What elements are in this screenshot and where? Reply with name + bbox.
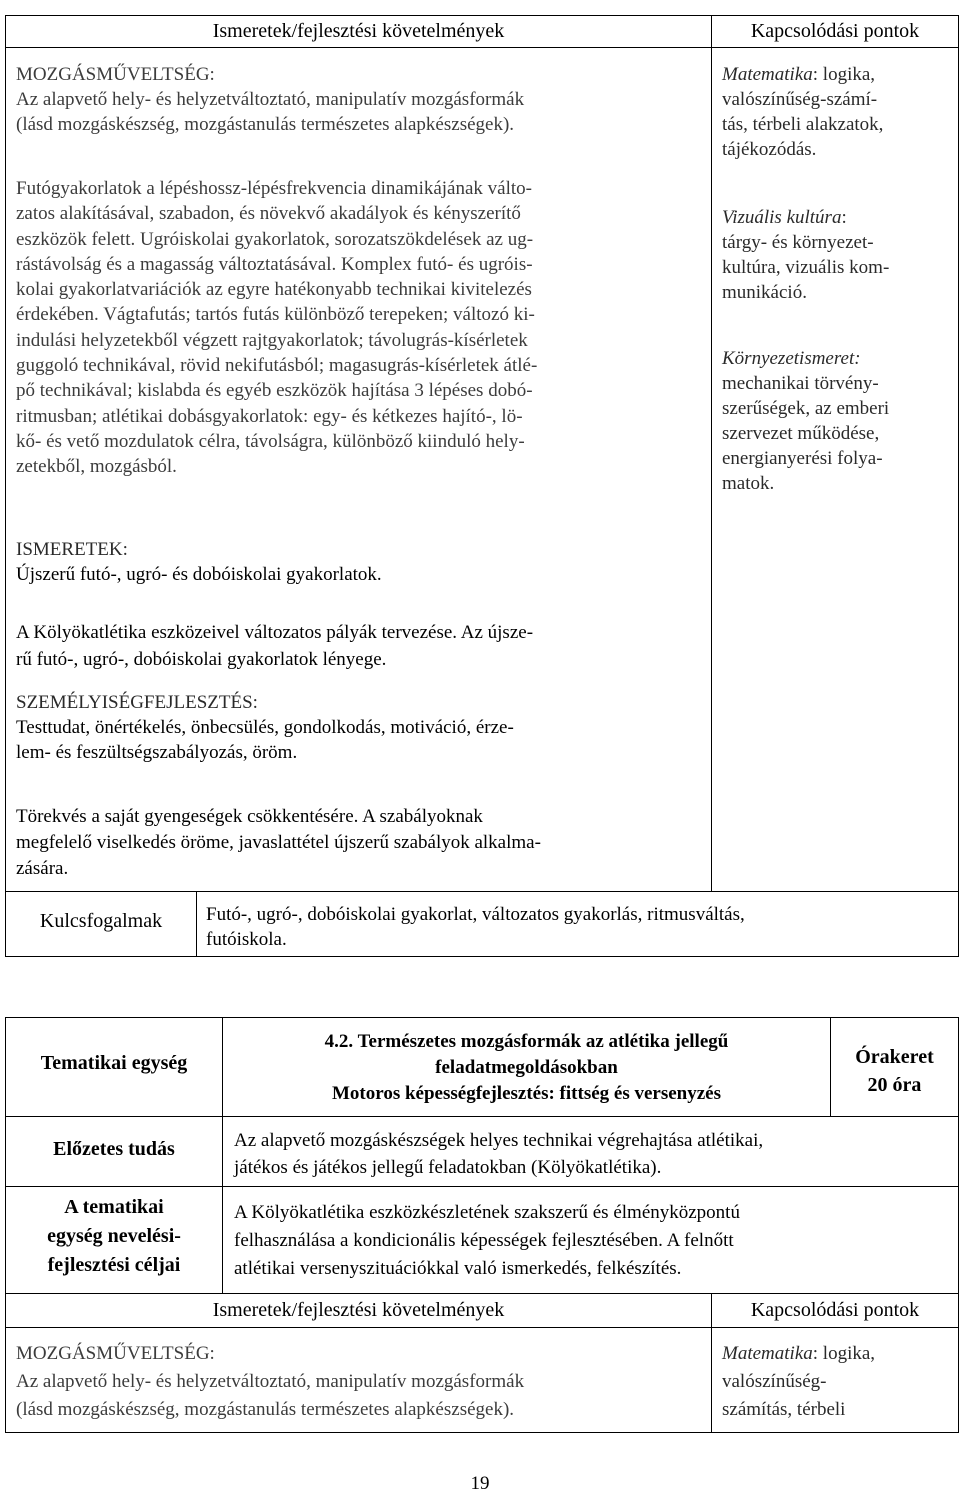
connection-text: matok. (722, 473, 775, 494)
row-divider (5, 1186, 958, 1187)
connection-text: tás, térbeli alakzatok, (722, 114, 884, 135)
orakeret-label: Órakeret (855, 1046, 934, 1068)
kolyokatletika-line: A Kölyökatlétika eszközeivel változatos pályák tervezése. Az újsze- (16, 622, 534, 643)
connection-text: energianyerési folya- (722, 448, 883, 469)
celjai-label-line: egység nevelési- (47, 1225, 181, 1247)
header-divider (5, 47, 958, 48)
connection-vizualis (722, 205, 954, 230)
celjai-line: A Kölyökatlétika eszközkészletének szakszerű és élményközpontú (234, 1202, 740, 1223)
paragraph-line: eszközök felett. Ugróiskolai gyakorlatok, sorozatszökdelések az ug- (16, 228, 534, 250)
mozgas-line: Az alapvető hely- és helyzetváltoztató, manipulatív mozgásformák (16, 89, 525, 110)
ismeretek-title: ISMERETEK: (16, 539, 128, 560)
table-border-left (5, 15, 6, 957)
table-border-top (5, 1017, 958, 1018)
paragraph-line: indulási helyzetekből végzett rajtgyakorlatok; távolugrás-kísérletek (16, 329, 528, 351)
connection-text: munikáció. (722, 282, 807, 303)
elozetes-line: Az alapvető mozgáskészségek helyes technikai végrehajtása atlétikai, (234, 1130, 764, 1151)
unit-subtitle: Motoros képességfejlesztés: fittség és versenyzés (331, 1083, 721, 1104)
celjai-label (6, 1193, 222, 1280)
kulcsfogalmak-line: futóiskola. (206, 929, 287, 950)
mozgas-line: Az alapvető hely- és helyzetváltoztató, manipulatív mozgásformák (16, 1371, 525, 1392)
orakeret-value: 20 óra (867, 1074, 922, 1096)
kornyezetismeret-label: Környezetismeret: (722, 348, 861, 369)
matematika-label: Matematika (722, 64, 813, 85)
column-divider (711, 15, 712, 891)
torekves-line: megfelelő viselkedés öröme, javaslattétel újszerű szabályok alkalma- (16, 832, 541, 853)
elozetes-line: játékos és játékos jellegű feladatokban (Kölyökatlétika). (234, 1157, 662, 1178)
paragraph-line: rástávolság és a magasság változtatásával. Komplex futó- és ugróis- (16, 253, 533, 275)
kulcsfogalmak-label: Kulcsfogalmak (39, 910, 163, 932)
mozgas-line: (lásd mozgáskészség, mozgástanulás természetes alapkészségek). (16, 114, 515, 135)
connection-text: : logika, (812, 1343, 876, 1364)
szemely-line: Testtudat, önértékelés, önbecsülés, gondolkodás, motiváció, érze- (16, 717, 514, 738)
connection-text: : (841, 207, 847, 228)
kulcsfogalmak-line: Futó-, ugró-, dobóiskolai gyakorlat, változatos gyakorlás, ritmusváltás, (206, 904, 745, 925)
header-divider (5, 1327, 958, 1328)
unit-title (223, 1029, 830, 1107)
tematikai-egyseg-label: Tematikai egység (40, 1052, 188, 1074)
torekves-line: zására. (16, 858, 69, 879)
szemelyisegfejlesztes-title: SZEMÉLYISÉGFEJLESZTÉS: (16, 692, 258, 713)
celjai-line: felhasználása a kondicionális képességek fejlesztésében. A felnőtt (234, 1230, 734, 1251)
table-border-bottom (5, 956, 958, 957)
paragraph-line: kő- és vető mozdulatok célra, távolságra, különböző kiinduló hely- (16, 430, 525, 452)
header-requirements: Ismeretek/fejlesztési követelmények (212, 1299, 505, 1321)
unit-title-line: feladatmegoldásokban (435, 1057, 618, 1078)
header-requirements: Ismeretek/fejlesztési követelmények (212, 20, 505, 42)
paragraph-line: zetekből, mozgásból. (16, 456, 177, 478)
connection-text: tárgy- és környezet- (722, 232, 874, 253)
row-divider (5, 1293, 958, 1294)
connection-text: tájékozódás. (722, 139, 817, 160)
connection-text: mechanikai törvény- (722, 373, 879, 394)
connection-text: szervezet működése, (722, 423, 880, 444)
mozgasmuveltseg-title: MOZGÁSMŰVELTSÉG: (16, 64, 215, 85)
table-border-right (958, 15, 959, 957)
connection-text: számítás, térbeli (722, 1399, 846, 1420)
table-border-right (958, 1017, 959, 1433)
paragraph-line: érdekében. Vágtafutás; tartós futás különböző terepeken; változó ki- (16, 304, 535, 326)
futogyakorlatok-paragraph (16, 176, 706, 480)
matematika-label: Matematika (722, 1343, 813, 1364)
connection-text: valószínűség-számí- (722, 89, 878, 110)
celjai-label-line: A tematikai (64, 1196, 164, 1218)
szemely-line: lem- és feszültségszabályozás, öröm. (16, 742, 298, 763)
mozgas-line: (lásd mozgáskészség, mozgástanulás természetes alapkészségek). (16, 1399, 515, 1420)
paragraph-line: kolai gyakorlatvariációk az egyre hatékonyabb technikai kivitelezés (16, 279, 532, 301)
mozgasmuveltseg-title: MOZGÁSMŰVELTSÉG: (16, 1343, 215, 1364)
header-connections: Kapcsolódási pontok (750, 1299, 920, 1321)
paragraph-line: zatos alakításával, szabadon, és növekvő akadályok és kényszerítő (16, 203, 521, 225)
header-connections: Kapcsolódási pontok (750, 20, 920, 42)
keyword-row-divider (5, 891, 958, 892)
row-divider (5, 1116, 958, 1117)
paragraph-line: Futógyakorlatok a lépéshossz-lépésfrekvencia dinamikájának válto- (16, 178, 532, 199)
connection-text: : logika, (812, 64, 876, 85)
paragraph-line: pő technikával; kislabda és egyéb eszközök hajítása 3 lépéses dobó- (16, 380, 533, 402)
connection-text: kultúra, vizuális kom- (722, 257, 890, 278)
paragraph-line: guggoló technikával, rövid nekifutásból; magasugrás-kísérletek átlé- (16, 355, 538, 377)
celjai-label-line: fejlesztési céljai (47, 1254, 181, 1276)
vizualis-label: Vizuális kultúra (722, 207, 842, 228)
keyword-column-divider (196, 891, 197, 956)
table-border-bottom (5, 1432, 958, 1433)
unit-title-line: 4.2. Természetes mozgásformák az atlétika jellegű (324, 1031, 729, 1052)
paragraph-line: ritmusban; atlétikai dobásgyakorlatok: egy- és kétkezes hajító-, lö- (16, 405, 523, 427)
elozetes-tudas-label: Előzetes tudás (53, 1138, 175, 1160)
connection-matematika (722, 1340, 954, 1368)
page-number: 19 (470, 1473, 490, 1494)
table-border-top (5, 15, 958, 16)
ismeretek-line: Újszerű futó-, ugró- és dobóiskolai gyakorlatok. (16, 564, 382, 585)
kolyokatletika-line: rű futó-, ugró-, dobóiskolai gyakorlatok lényege. (16, 649, 387, 670)
connection-text: valószínűség- (722, 1371, 827, 1392)
celjai-line: atlétikai versenyszituációkkal való ismerkedés, felkészítés. (234, 1258, 682, 1279)
connection-matematika (722, 62, 954, 87)
connection-text: szerűségek, az emberi (722, 398, 890, 419)
torekves-line: Törekvés a saját gyengeségek csökkentésére. A szabályoknak (16, 806, 483, 827)
